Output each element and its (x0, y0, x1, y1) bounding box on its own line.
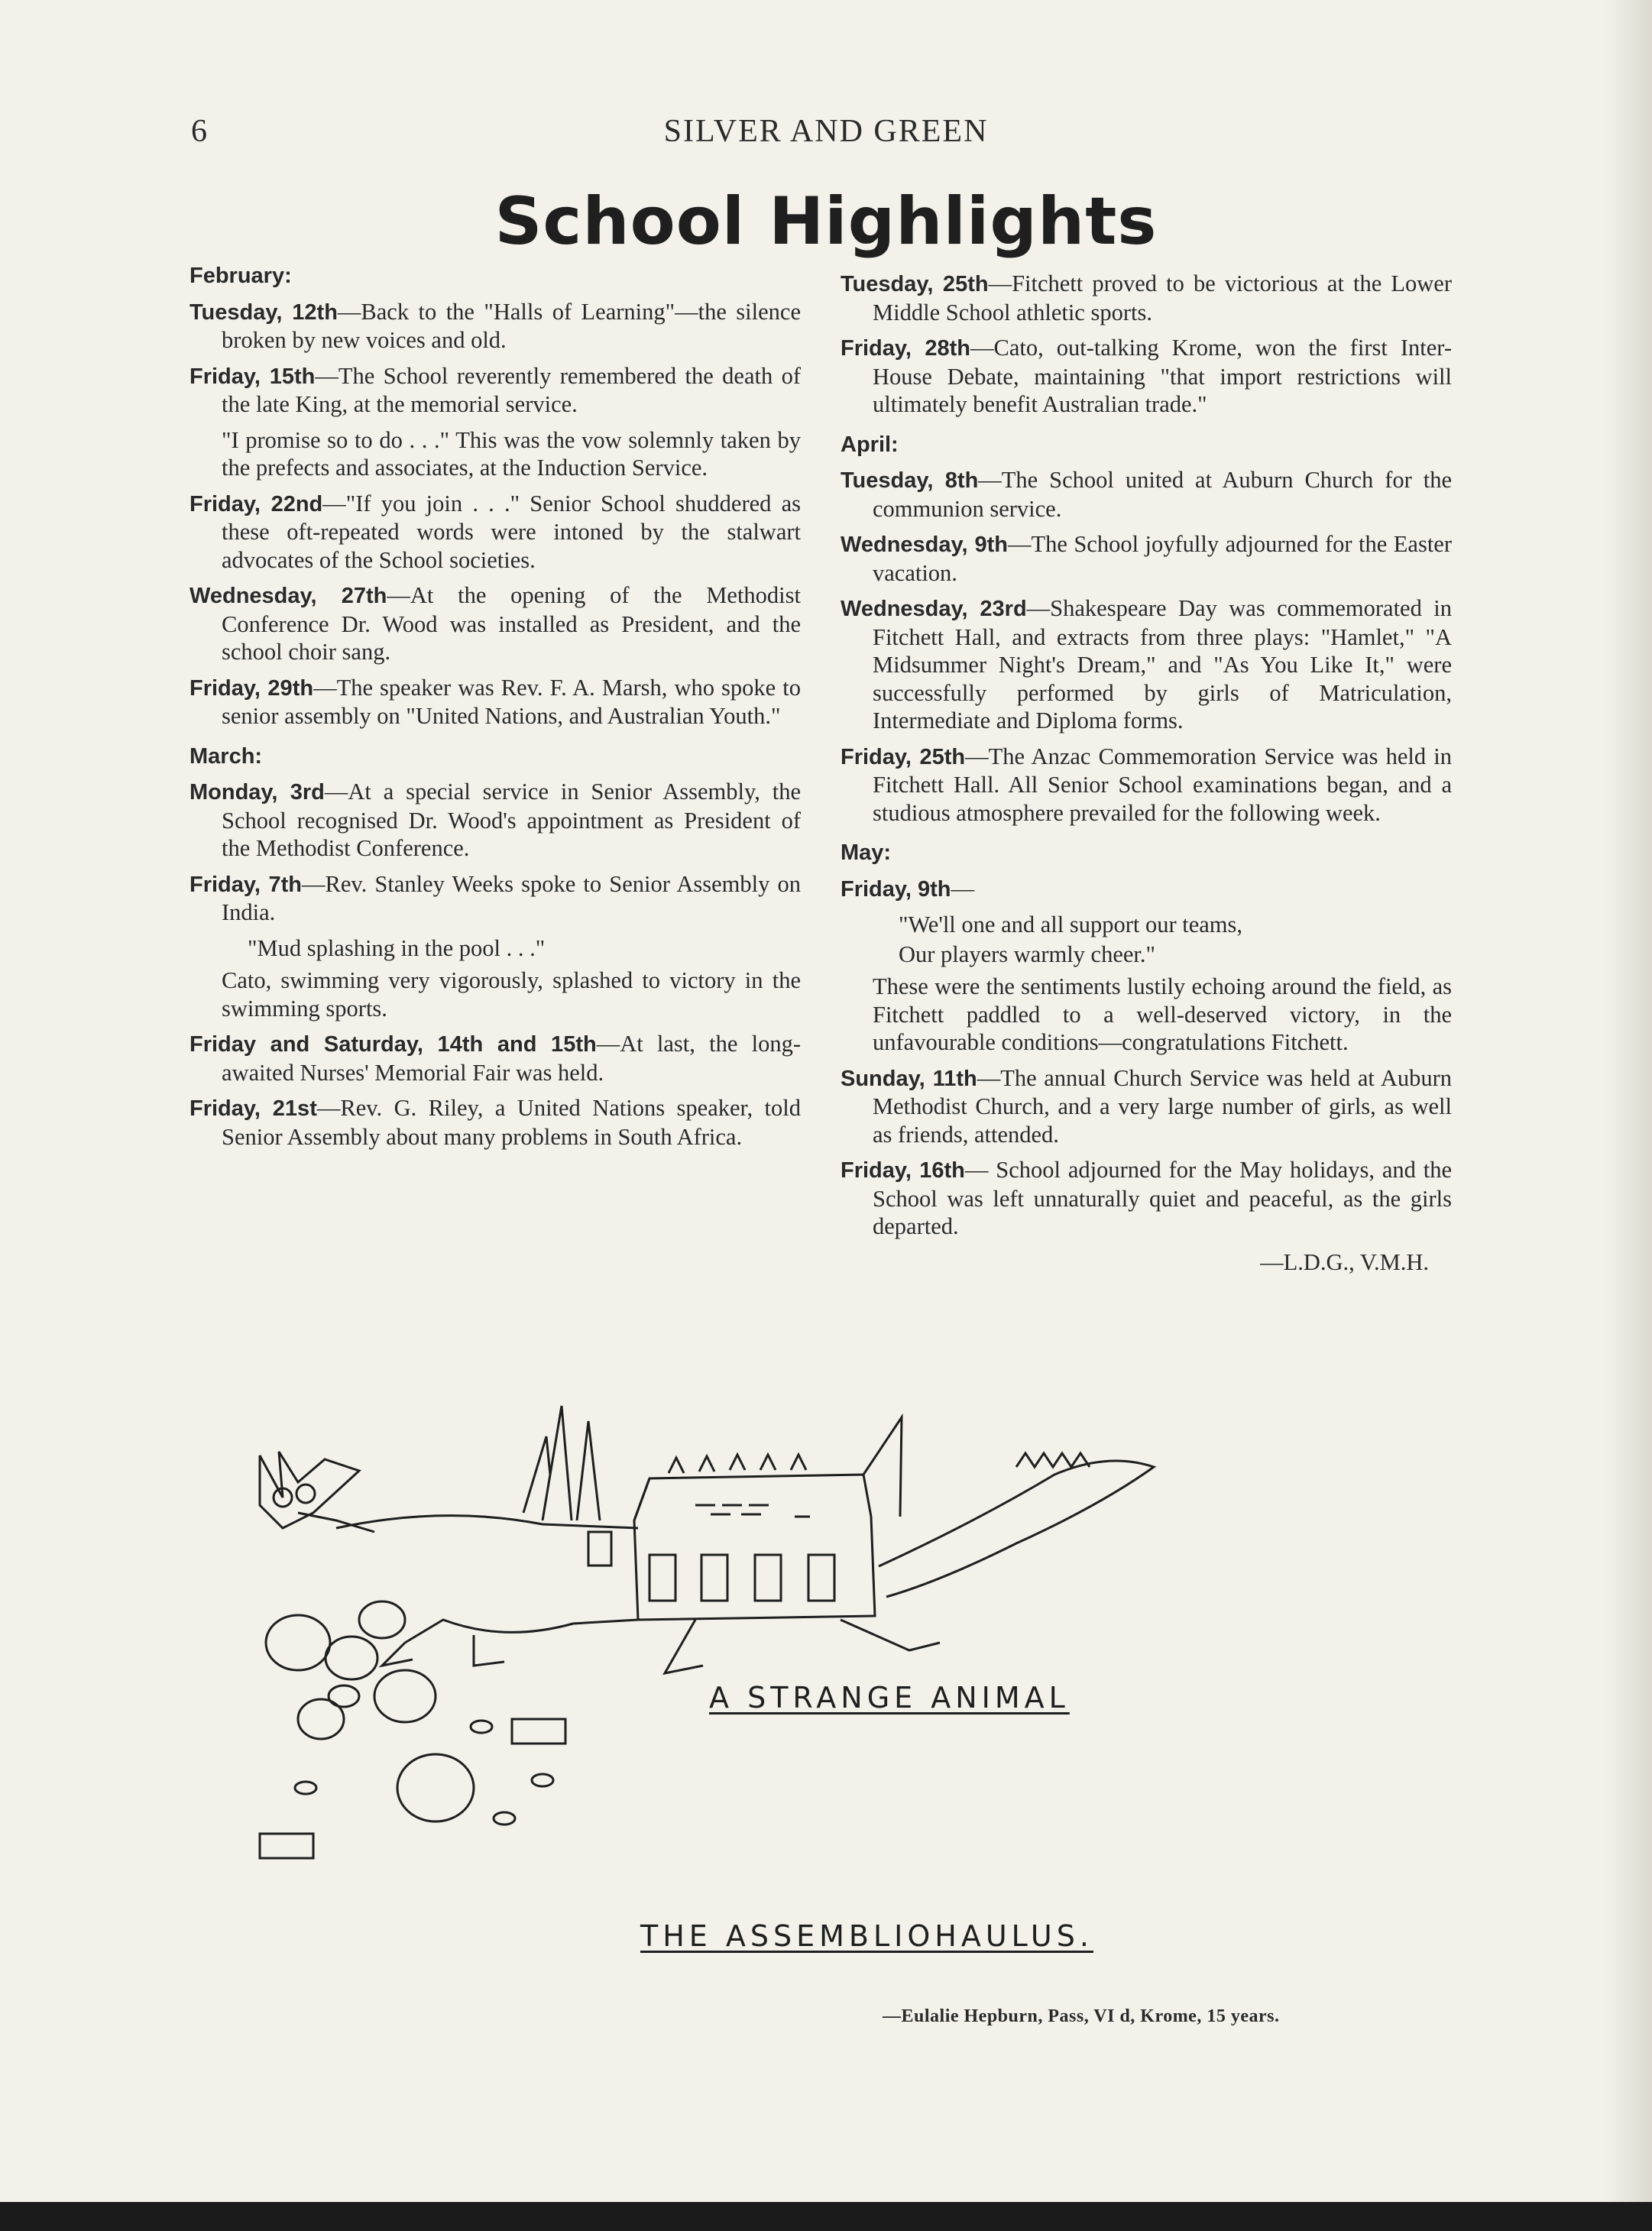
entry-text: —The School united at Auburn Church for the communion service. (873, 467, 1452, 522)
month-heading-may: May: (841, 840, 892, 865)
entry-date: Friday, 29th (189, 675, 314, 701)
entry-apr-23 (841, 594, 1452, 735)
entry-date: Friday, 28th (841, 336, 971, 361)
entry-feb-15 (189, 362, 801, 419)
entry-text: —The Anzac Commemoration Service was held in Fitchett Hall. All Senior School examinations began, and a studious atmosphere prevailed for the following week. (873, 743, 1452, 826)
caption-the-assembliohaulus: THE ASSEMBLIOHAULUS. (640, 1919, 1093, 1953)
arched-window (755, 1555, 781, 1601)
month-heading-february: February: (189, 264, 292, 288)
entry-text: —At last, the long-awaited Nurses' Memorial Fair was held. (222, 1031, 801, 1086)
entry-sports-para: These were the sentiments lustily echoing around the field, as Fitchett paddled to a well-deserved victory, in the unfavourable conditions—congratulations Fitchett. (873, 973, 1452, 1055)
entry-text: —The speaker was Rev. F. A. Marsh, who spoke to senior assembly on "United Nations, and Australian Youth." (222, 674, 801, 729)
entry-date: Friday, 22nd (189, 491, 323, 516)
coin (471, 1721, 492, 1733)
page-title: School Highlights (494, 183, 1158, 260)
entry-date: Sunday, 11th (841, 1066, 977, 1091)
entry-induction-para: "I promise so to do . . ." This was the vow solemnly taken by the prefects and associates, at the Induction Service. (222, 426, 801, 481)
entry-text: —"If you join . . ." Senior School shuddered as these oft-repeated words were intoned by the stalwart advocates of the School societies. (222, 490, 801, 573)
arched-window (701, 1555, 727, 1601)
spires (543, 1406, 600, 1520)
entry-feb-27 (189, 581, 801, 666)
arched-window (649, 1555, 675, 1601)
month-heading-april: April: (841, 432, 899, 457)
tail-spikes (1016, 1453, 1090, 1467)
entry-apr-9 (841, 530, 1452, 587)
money-bag (359, 1601, 405, 1638)
entry-feb-12 (189, 298, 801, 355)
roof-spikes (669, 1455, 806, 1473)
creature-body (336, 1461, 1154, 1643)
banknote (512, 1719, 565, 1744)
entry-text: —Back to the "Halls of Learning"—the silence broken by new voices and old. (222, 298, 801, 353)
entry-date: Wednesday, 9th (841, 533, 1008, 557)
running-title: SILVER AND GREEN (663, 114, 989, 149)
money-bag (266, 1615, 330, 1670)
entry-text: —The annual Church Service was held at Auburn Methodist Church, and a very large number of girls, as well as friends, attended. (873, 1064, 1452, 1148)
coin (494, 1812, 515, 1825)
entry-text: —At the opening of the Methodist Conference Dr. Wood was installed as President, and the school choir sang. (222, 582, 801, 665)
entry-date: Monday, 3rd (189, 780, 325, 805)
entry-date: Friday and Saturday, 14th and 15th (189, 1032, 597, 1057)
entry-quote-line-2: Our players warmly cheer." (899, 941, 1155, 967)
entry-apr-25 (841, 743, 1452, 827)
page-number: 6 (191, 114, 207, 149)
entry-text: —Rev. Stanley Weeks spoke to Senior Assembly on India. (222, 870, 801, 925)
entry-text: —The School reverently remembered the death of the late King, at the memorial service. (222, 362, 801, 417)
entry-date: Tuesday, 8th (841, 468, 979, 493)
left-column (189, 262, 801, 1158)
entry-apr-8 (841, 466, 1452, 523)
entry-mar-25 (841, 270, 1452, 326)
entry-quote: "Mud splashing in the pool . . ." (248, 934, 546, 961)
money-bag (326, 1637, 377, 1679)
coin (295, 1782, 316, 1794)
entry-text: —The School joyfully adjourned for the Easter vacation. (873, 531, 1452, 586)
roof-edge (634, 1478, 649, 1520)
creature-head (260, 1452, 374, 1532)
window (588, 1532, 611, 1566)
entry-mar-28 (841, 334, 1452, 419)
entry-text: —Cato, out-talking Krome, won the first Inter-House Debate, maintaining "that import restrictions will ultimately benefit Australian trade." (873, 335, 1452, 417)
coin (329, 1685, 359, 1707)
entry-may-16 (841, 1156, 1452, 1241)
entry-swimming-para: Cato, swimming very vigorously, splashed to victory in the swimming sports. (222, 967, 801, 1022)
coin (532, 1774, 553, 1786)
entry-date: Friday, 9th (841, 876, 951, 902)
entry-date: Friday, 16th (841, 1158, 965, 1183)
entry-date: Friday, 15th (189, 364, 316, 389)
head-outline (260, 1452, 359, 1528)
eye (296, 1485, 315, 1503)
entry-text: — School adjourned for the May holidays, and the School was left unnaturally quiet and peaceful, as the girls departed. (873, 1157, 1452, 1239)
banknote (260, 1834, 313, 1858)
entry-may-11 (841, 1064, 1452, 1149)
entry-mar-14 (189, 1030, 801, 1086)
building-body (523, 1406, 902, 1620)
money-bags (260, 1601, 565, 1858)
entry-text: — (951, 875, 974, 902)
month-heading-march: March: (189, 743, 263, 769)
entry-date: Tuesday, 12th (189, 300, 338, 325)
money-bag (397, 1754, 474, 1821)
entry-text: —Shakespeare Day was commemorated in Fitchett Hall, and extracts from three plays: "Hamlet," "A Midsummer Night's Dream," and "As You Like It," were successfully performed by girls of Matriculation, Intermediate and Diploma forms. (873, 595, 1452, 733)
entry-date: Friday, 7th (189, 872, 302, 897)
illustration-credit: —Eulalie Hepburn, Pass, VI d, Krome, 15 years. (883, 2006, 1280, 2026)
entry-feb-22 (189, 490, 801, 575)
arched-window (808, 1555, 834, 1601)
entry-may-9 (841, 875, 1452, 904)
entry-date: Friday, 21st (189, 1096, 317, 1121)
money-bag (374, 1670, 436, 1722)
entry-quote-line-1: "We'll one and all support our teams, (899, 912, 1243, 937)
entry-text: —Rev. G. Riley, a United Nations speaker, told Senior Assembly about many problems in South Africa. (222, 1095, 801, 1150)
entry-mar-3 (189, 778, 801, 863)
entry-date: Wednesday, 23rd (841, 597, 1027, 621)
bricks (695, 1505, 810, 1517)
entry-date: Wednesday, 27th (189, 584, 387, 608)
page-bottom-edge (0, 2202, 1652, 2231)
right-column (841, 270, 1452, 1300)
entry-feb-29 (189, 674, 801, 730)
signature: —L.D.G., V.M.H. (1260, 1248, 1429, 1275)
entry-text: —At a special service in Senior Assembly, the School recognised Dr. Wood's appointment as President of the Methodist Conference. (222, 779, 801, 861)
caption-a-strange-animal: A STRANGE ANIMAL (709, 1681, 1070, 1715)
page-gutter-shadow (1605, 0, 1652, 2202)
entry-mar-21 (189, 1094, 801, 1151)
entry-date: Tuesday, 25th (841, 272, 989, 296)
entry-mar-7 (189, 870, 801, 927)
entry-date: Friday, 25th (841, 744, 966, 769)
entry-text: —Fitchett proved to be victorious at the Lower Middle School athletic sports. (873, 270, 1452, 325)
